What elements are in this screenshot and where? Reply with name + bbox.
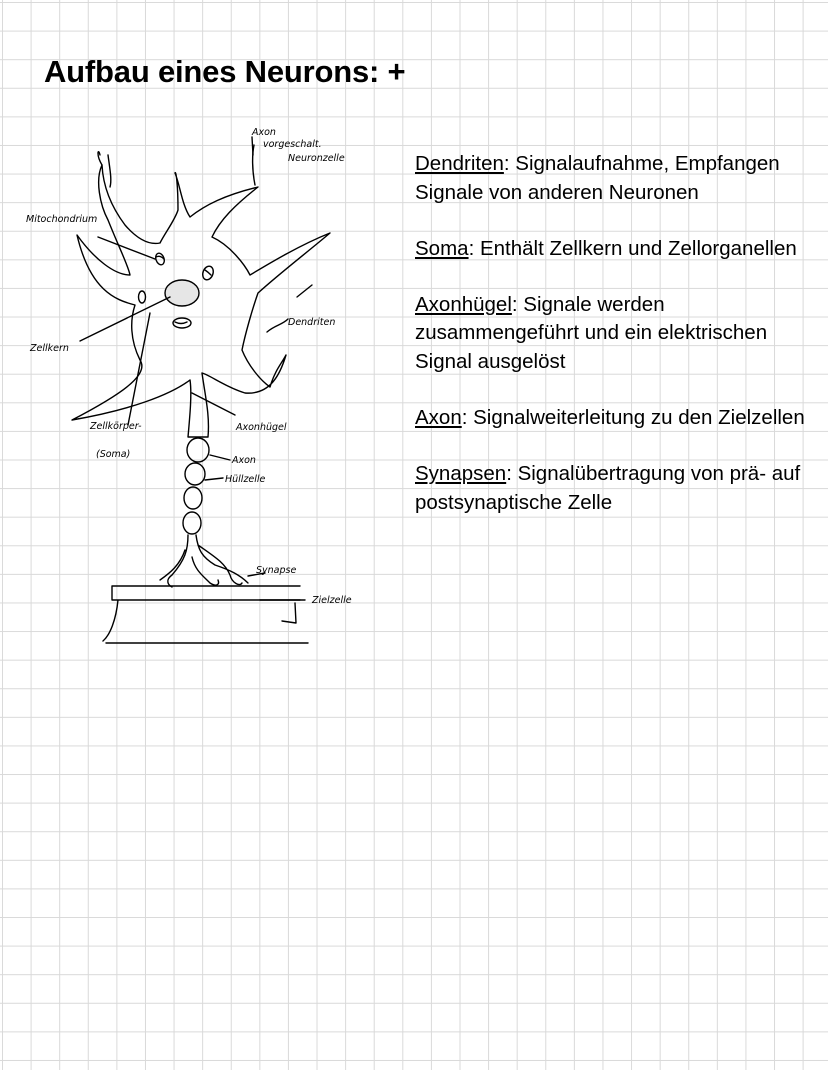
label-axon: Axon (232, 455, 256, 466)
target-cell (103, 586, 308, 643)
label-vorgeschaltete-1: vorgeschalt. (263, 139, 322, 150)
label-axon-small: Axon (252, 127, 276, 138)
label-vorgeschaltete-2: Neuronzelle (288, 153, 345, 164)
neuron-diagram (20, 125, 390, 655)
definition-axon (415, 404, 815, 433)
term-dendriten: Dendriten (415, 152, 504, 175)
definition-axonhuegel (415, 291, 815, 377)
label-huellzelle: Hüllzelle (225, 474, 266, 485)
soma-outline (72, 165, 330, 437)
myelin-segment-3 (184, 487, 202, 509)
definition-dendriten (415, 150, 815, 207)
term-axonhuegel: Axonhügel (415, 292, 512, 316)
mitochondrion-3 (139, 291, 146, 303)
label-mitochondrium: Mitochondrium (26, 214, 98, 225)
myelin-segment-2 (185, 463, 205, 485)
myelin-segment-4 (183, 512, 201, 534)
page-title: Aufbau eines Neurons: + (44, 54, 406, 89)
text-synapsen: : Signalübertragung von prä- auf postsynaptische Zelle (415, 462, 801, 514)
definitions-list (415, 150, 815, 545)
term-axon: Axon (415, 406, 462, 430)
label-synapse: Synapse (256, 565, 297, 576)
term-synapsen: Synapsen (415, 462, 507, 486)
myelin-segment-1 (187, 438, 209, 462)
text-soma: : Enthält Zellkern und Zellorganellen (468, 236, 797, 260)
text-axonhuegel: : Signale werden zusammengeführt und ein elektrischen Signal ausgelöst (415, 292, 768, 373)
label-zielzelle: Zielzelle (312, 595, 352, 606)
label-zellkoerper-2: (Soma) (96, 449, 131, 460)
text-dendriten: : Signalaufnahme, Empfangen Signale von anderen Neuronen (415, 152, 780, 204)
label-axonhuegel: Axonhügel (236, 422, 287, 433)
definition-soma (415, 235, 815, 264)
label-zellkern: Zellkern (30, 343, 69, 354)
definition-synapsen (415, 460, 815, 517)
nucleus (165, 280, 199, 306)
axon-terminals (160, 535, 248, 587)
label-zellkoerper-1: Zellkörper- (90, 421, 142, 432)
term-soma: Soma (415, 236, 469, 260)
label-dendriten: Dendriten (288, 317, 336, 328)
text-axon: : Signalweiterleitung zu den Zielzellen (461, 406, 805, 430)
